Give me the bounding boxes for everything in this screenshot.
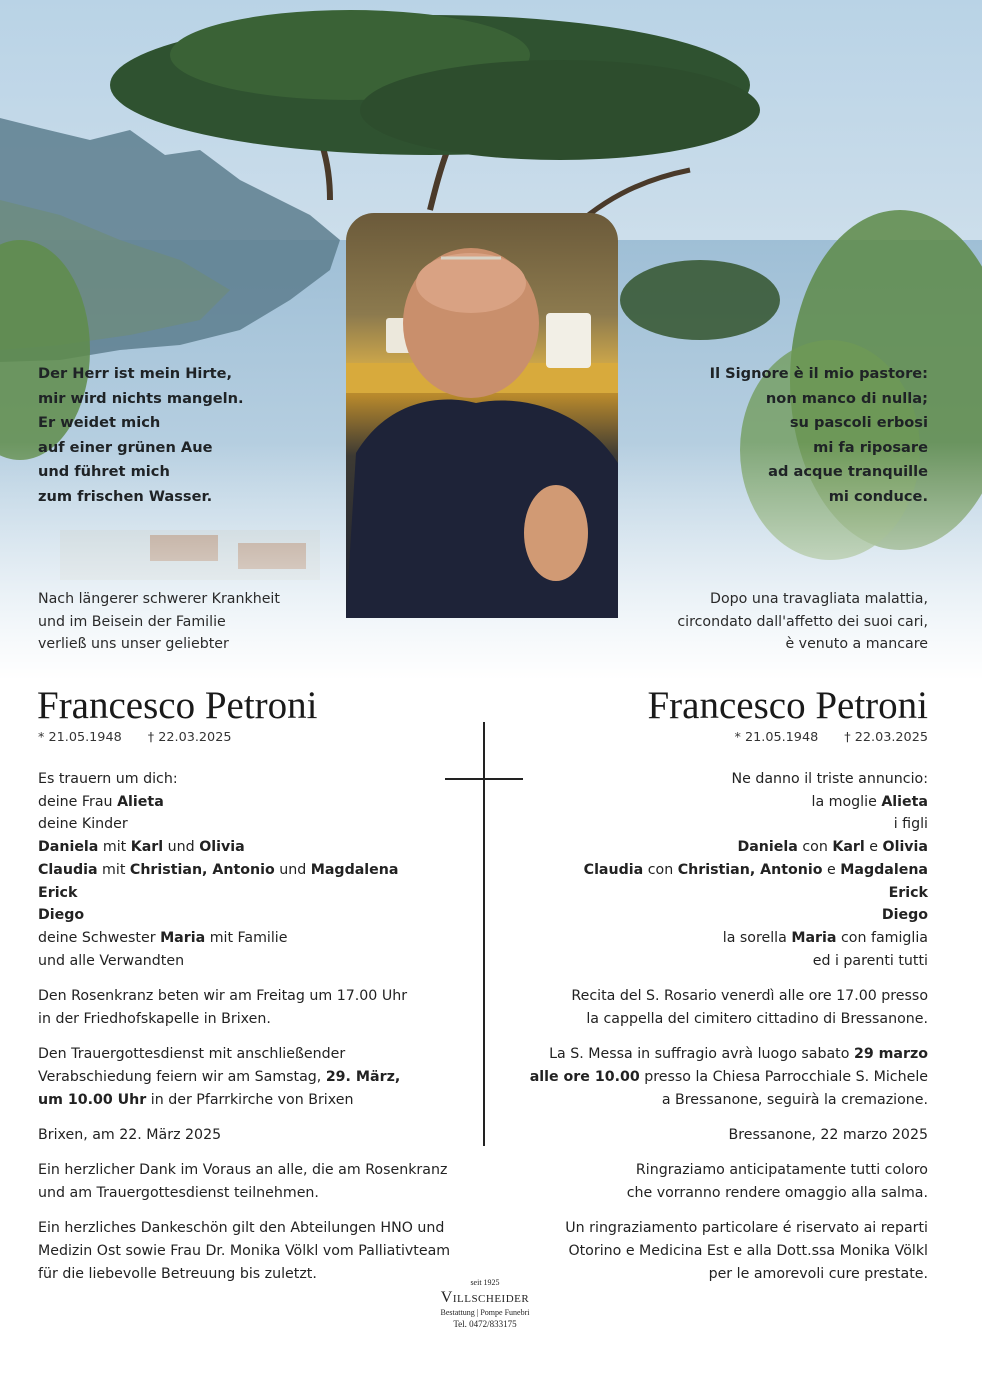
text-line bbox=[488, 1240, 928, 1263]
mourners-block bbox=[38, 768, 478, 972]
text-line bbox=[488, 859, 928, 882]
text-segment: e bbox=[822, 861, 841, 878]
place-date-block bbox=[488, 1124, 928, 1147]
psalm-line: mi fa riposare bbox=[813, 438, 928, 456]
special-thanks-block bbox=[488, 1217, 928, 1285]
intro-german bbox=[38, 588, 280, 656]
text-segment: für die liebevolle Betreuung bis zuletzt. bbox=[38, 1265, 317, 1282]
bold-segment: Claudia bbox=[38, 861, 98, 878]
text-line bbox=[38, 1066, 478, 1089]
text-line bbox=[488, 1217, 928, 1240]
psalm-line: und führet mich bbox=[38, 463, 170, 481]
text-segment: la cappella del cimitero cittadino di Bressanone. bbox=[586, 1010, 928, 1027]
italian-column bbox=[488, 768, 928, 1298]
text-line bbox=[38, 1159, 478, 1182]
text-line bbox=[38, 1240, 478, 1263]
rosary-block bbox=[38, 985, 478, 1030]
text-line bbox=[488, 1066, 928, 1089]
logo-brand: Villscheider bbox=[440, 1289, 530, 1306]
place-date-block bbox=[38, 1124, 478, 1147]
text-segment: mit Familie bbox=[205, 929, 288, 946]
text-segment: che vorranno rendere omaggio alla salma. bbox=[626, 1185, 928, 1201]
bold-segment: Karl bbox=[832, 839, 865, 856]
birth-date: * 21.05.1948 bbox=[734, 730, 819, 745]
text-line bbox=[38, 768, 478, 791]
intro-line: Dopo una travagliata malattia, bbox=[710, 591, 928, 607]
text-segment: con bbox=[797, 839, 833, 856]
text-line bbox=[38, 1089, 478, 1112]
psalm-line: ad acque tranquille bbox=[768, 463, 928, 481]
bold-segment: Diego bbox=[881, 907, 928, 924]
text-segment: a Bressanone, seguirà la cremazione. bbox=[661, 1091, 928, 1108]
text-line bbox=[488, 1124, 928, 1147]
text-line bbox=[38, 813, 478, 836]
bold-segment: Daniela bbox=[737, 839, 798, 856]
text-segment: in der Friedhofskapelle in Brixen. bbox=[38, 1010, 271, 1027]
text-line bbox=[38, 950, 478, 973]
death-date: † 22.03.2025 bbox=[147, 730, 232, 745]
psalm-line: non manco di nulla; bbox=[765, 389, 928, 407]
text-segment: deine Frau bbox=[38, 793, 118, 810]
text-segment: la sorella bbox=[722, 929, 792, 946]
psalm-line: Er weidet mich bbox=[38, 414, 161, 432]
bold-segment: Daniela bbox=[38, 839, 99, 856]
text-segment: Recita del S. Rosario venerdì alle ore 17.00 presso bbox=[571, 988, 928, 1005]
special-thanks-block bbox=[38, 1217, 478, 1285]
text-segment: Un ringraziamento particolare é riservato ai reparti bbox=[565, 1220, 928, 1237]
text-line bbox=[488, 927, 928, 950]
text-line bbox=[488, 985, 928, 1008]
intro-line: Nach längerer schwerer Krankheit bbox=[38, 591, 280, 607]
text-line bbox=[38, 882, 478, 905]
bold-segment: 29 marzo bbox=[853, 1046, 928, 1063]
psalm-line: mir wird nichts mangeln. bbox=[38, 389, 244, 407]
deceased-name-italian: Francesco Petroni bbox=[647, 684, 928, 727]
text-line bbox=[488, 768, 928, 791]
thanks-block bbox=[488, 1159, 928, 1204]
text-segment: Brixen, am 22. März 2025 bbox=[38, 1126, 222, 1143]
text-line bbox=[38, 927, 478, 950]
text-segment: Medizin Ost sowie Frau Dr. Monika Völkl vom Palliativteam bbox=[38, 1243, 451, 1260]
text-segment: mit bbox=[98, 839, 131, 856]
logo-since: seit 1925 bbox=[470, 1278, 500, 1287]
text-segment: und bbox=[163, 839, 200, 856]
text-segment: Ein herzliches Dankeschön gilt den Abteilungen HNO und bbox=[38, 1220, 445, 1237]
intro-italian bbox=[677, 588, 928, 656]
text-segment: Ringraziamo anticipatamente tutti coloro bbox=[635, 1162, 928, 1179]
bold-segment: Magdalena bbox=[840, 861, 928, 878]
text-segment: La S. Messa in suffragio avrà luogo sabato bbox=[549, 1046, 854, 1063]
bold-segment: um 10.00 Uhr bbox=[38, 1091, 147, 1108]
text-line bbox=[488, 950, 928, 973]
mourners-block bbox=[488, 768, 928, 972]
text-segment: Es trauern um dich: bbox=[38, 771, 178, 787]
text-line bbox=[38, 1217, 478, 1240]
bold-segment: 29. März, bbox=[325, 1068, 401, 1085]
bold-segment: Alieta bbox=[881, 793, 928, 810]
psalm-line: mi conduce. bbox=[828, 487, 928, 505]
text-segment: con bbox=[643, 861, 678, 878]
bold-segment: Erick bbox=[38, 884, 78, 901]
rosary-block bbox=[488, 985, 928, 1030]
text-line bbox=[38, 1182, 478, 1205]
thanks-block bbox=[38, 1159, 478, 1204]
text-line bbox=[488, 791, 928, 814]
text-segment: und bbox=[274, 861, 311, 878]
text-line bbox=[488, 1089, 928, 1112]
text-line bbox=[488, 1182, 928, 1205]
logo-phone: Tel. 0472/833175 bbox=[453, 1319, 517, 1329]
bold-segment: Christian, Antonio bbox=[129, 861, 275, 878]
psalm-line: Il Signore è il mio pastore: bbox=[709, 365, 928, 382]
text-segment: e bbox=[864, 839, 883, 856]
intro-line: und im Beisein der Familie bbox=[38, 613, 226, 630]
portrait-illustration bbox=[346, 213, 618, 618]
text-segment: Den Trauergottesdienst mit anschließender bbox=[38, 1046, 346, 1063]
text-line bbox=[488, 1043, 928, 1066]
bold-segment: Olivia bbox=[199, 839, 245, 856]
funeral-home-logo bbox=[400, 1278, 570, 1331]
text-segment: mit bbox=[97, 861, 130, 878]
text-segment: Den Rosenkranz beten wir am Freitag um 17.00 Uhr bbox=[38, 988, 408, 1005]
text-segment: und alle Verwandten bbox=[38, 952, 185, 969]
text-segment: presso la Chiesa Parrocchiale S. Michele bbox=[639, 1068, 928, 1085]
logo-subtitle: Bestattung | Pompe Funebri bbox=[440, 1308, 530, 1317]
bold-segment: Maria bbox=[791, 929, 837, 946]
intro-line: circondato dall'affetto dei suoi cari, bbox=[677, 613, 928, 630]
cross-vertical-bar bbox=[483, 722, 485, 1146]
text-line bbox=[488, 882, 928, 905]
text-segment: con famiglia bbox=[836, 929, 928, 946]
text-segment: Ein herzlicher Dank im Voraus an alle, die am Rosenkranz bbox=[38, 1162, 448, 1179]
psalm-line: Der Herr ist mein Hirte, bbox=[38, 365, 233, 382]
life-dates-italian bbox=[735, 730, 929, 745]
bold-segment: alle ore 10.00 bbox=[529, 1068, 640, 1085]
text-segment: deine Kinder bbox=[38, 816, 128, 833]
intro-line: è venuto a mancare bbox=[785, 636, 928, 652]
psalm-line: zum frischen Wasser. bbox=[38, 487, 213, 505]
text-segment: ed i parenti tutti bbox=[812, 952, 928, 969]
text-line bbox=[38, 859, 478, 882]
text-line bbox=[38, 791, 478, 814]
bold-segment: Magdalena bbox=[310, 861, 399, 878]
text-line bbox=[38, 1124, 478, 1147]
bold-segment: Christian, Antonio bbox=[677, 861, 823, 878]
bold-segment: Claudia bbox=[583, 861, 644, 878]
mass-block bbox=[488, 1043, 928, 1111]
psalm-line: auf einer grünen Aue bbox=[38, 438, 213, 456]
german-column bbox=[38, 768, 478, 1298]
bold-segment: Erick bbox=[888, 884, 928, 901]
text-segment: deine Schwester bbox=[38, 929, 161, 946]
mass-block bbox=[38, 1043, 478, 1111]
text-line bbox=[488, 904, 928, 927]
deceased-name-german: Francesco Petroni bbox=[37, 684, 318, 727]
text-segment: i figli bbox=[893, 816, 928, 833]
text-segment: Otorino e Medicina Est e alla Dott.ssa Monika Völkl bbox=[568, 1243, 928, 1260]
text-line bbox=[38, 985, 478, 1008]
text-segment: Ne danno il triste annuncio: bbox=[731, 771, 928, 787]
psalm-italian bbox=[710, 362, 928, 510]
bold-segment: Diego bbox=[38, 907, 85, 924]
text-line bbox=[488, 1008, 928, 1031]
text-line bbox=[488, 1159, 928, 1182]
text-line bbox=[38, 1008, 478, 1031]
text-segment: per le amorevoli cure prestate. bbox=[708, 1265, 928, 1282]
text-segment: Bressanone, 22 marzo 2025 bbox=[728, 1126, 928, 1143]
text-line bbox=[488, 836, 928, 859]
intro-line: verließ uns unser geliebter bbox=[38, 636, 229, 652]
bold-segment: Olivia bbox=[882, 839, 928, 856]
text-line bbox=[38, 1043, 478, 1066]
life-dates-german bbox=[38, 730, 232, 745]
text-line bbox=[488, 813, 928, 836]
bold-segment: Alieta bbox=[117, 793, 164, 810]
death-date: † 22.03.2025 bbox=[844, 730, 928, 745]
psalm-german bbox=[38, 362, 244, 510]
portrait-photo bbox=[346, 213, 618, 618]
text-segment: Verabschiedung feiern wir am Samstag, bbox=[38, 1068, 326, 1085]
bold-segment: Maria bbox=[160, 929, 206, 946]
text-segment: und am Trauergottesdienst teilnehmen. bbox=[38, 1185, 319, 1201]
text-line bbox=[38, 904, 478, 927]
bold-segment: Karl bbox=[130, 839, 164, 856]
text-segment: la moglie bbox=[811, 793, 882, 810]
text-segment: in der Pfarrkirche von Brixen bbox=[146, 1091, 354, 1108]
text-line bbox=[38, 836, 478, 859]
psalm-line: su pascoli erbosi bbox=[789, 414, 928, 432]
birth-date: * 21.05.1948 bbox=[38, 730, 122, 745]
